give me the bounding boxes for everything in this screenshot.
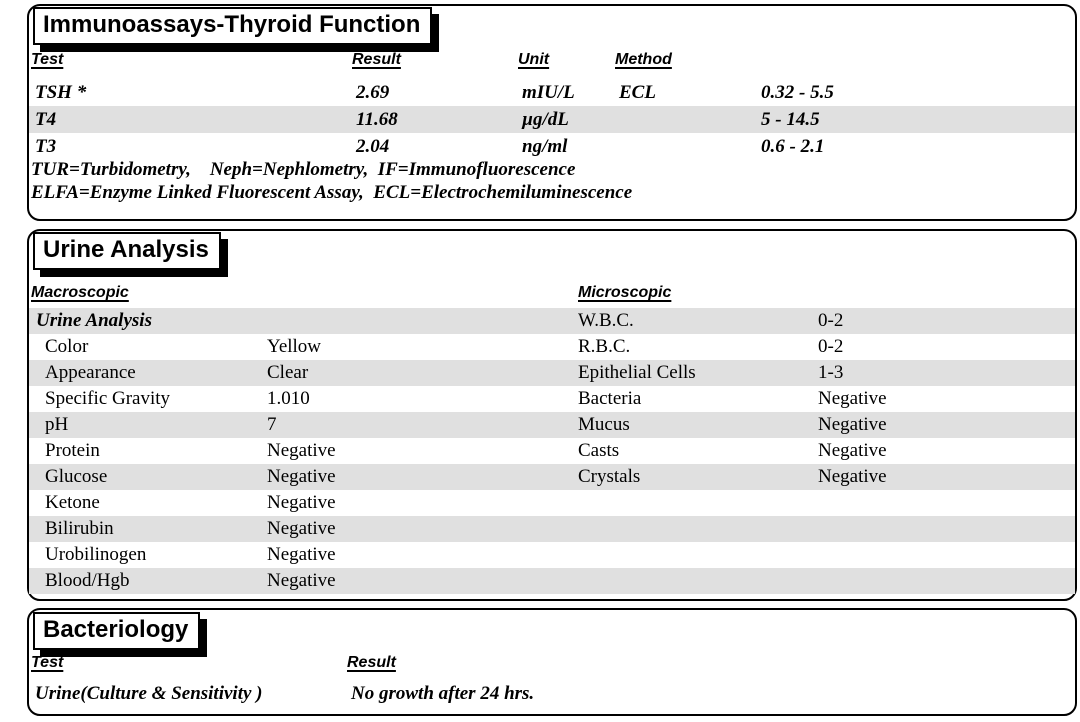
- thyroid-col-test: Test: [31, 51, 64, 68]
- macro-value-cell: Negative: [267, 466, 336, 487]
- table-row: [29, 106, 1075, 133]
- method-abbreviations-footnote: ELFA=Enzyme Linked Fluorescent Assay, ECL=Electrochemiluminescence: [31, 182, 633, 203]
- micro-value-cell: [818, 542, 1075, 568]
- micro-label-cell: Casts: [578, 440, 620, 461]
- bacteriology-panel: [27, 608, 1077, 716]
- micro-value-cell: [818, 490, 1075, 516]
- method-cell: [613, 133, 755, 160]
- macro-value-cell: [267, 308, 578, 334]
- result-cell: No growth after 24 hrs.: [351, 683, 535, 704]
- macro-label-cell: Appearance: [45, 362, 136, 383]
- bacteriology-col-result: Result: [347, 654, 396, 671]
- thyroid-table-body: [29, 79, 1075, 160]
- micro-value-cell: [818, 568, 1075, 594]
- thyroid-section-title: Immunoassays-Thyroid Function: [43, 11, 421, 38]
- macro-label-cell: Urine Analysis: [36, 310, 152, 331]
- micro-value-cell: Negative: [818, 414, 887, 435]
- micro-label-cell: [578, 490, 818, 516]
- micro-value-cell: Negative: [818, 466, 887, 487]
- urine-section-title-box: [33, 232, 221, 270]
- method-abbreviations-footnote: TUR=Turbidometry, Neph=Nephlometry, IF=Immunofluorescence: [31, 159, 576, 180]
- macro-value-cell: Negative: [267, 570, 336, 591]
- macro-value-cell: Negative: [267, 518, 336, 539]
- test-name-cell: TSH *: [35, 82, 87, 103]
- micro-label-cell: W.B.C.: [578, 310, 634, 331]
- thyroid-col-method: Method: [615, 51, 672, 68]
- micro-value-cell: 0-2: [818, 336, 844, 357]
- thyroid-col-range: [755, 51, 1075, 69]
- result-cell: 2.69: [356, 82, 390, 103]
- macro-label-cell: Glucose: [45, 466, 108, 487]
- micro-value-cell: [818, 516, 1075, 542]
- micro-label-cell: [578, 542, 818, 568]
- urine-analysis-panel: [27, 229, 1077, 601]
- result-cell: 2.04: [356, 136, 390, 157]
- table-row: [29, 79, 1075, 106]
- table-row: [29, 680, 1075, 707]
- macro-value-cell: Negative: [267, 544, 336, 565]
- macro-value-cell: Negative: [267, 492, 336, 513]
- bacteriology-table-header-row: [29, 654, 1075, 672]
- micro-label-cell: Mucus: [578, 414, 630, 435]
- test-name-cell: T4: [35, 109, 57, 130]
- urine-section-title: Urine Analysis: [43, 236, 209, 263]
- table-row: [29, 360, 1075, 386]
- macro-value-cell: Clear: [267, 362, 309, 383]
- thyroid-col-result: Result: [352, 51, 401, 68]
- method-cell: [613, 106, 755, 133]
- test-name-cell: T3: [35, 136, 57, 157]
- table-row: [29, 386, 1075, 412]
- micro-label-cell: [578, 516, 818, 542]
- thyroid-function-panel: [27, 4, 1077, 221]
- thyroid-col-unit: Unit: [518, 51, 550, 68]
- thyroid-table-header-row: [29, 51, 1075, 69]
- macro-label-cell: Blood/Hgb: [45, 570, 130, 591]
- macro-value-cell: 1.010: [267, 388, 310, 409]
- table-row: [29, 133, 1075, 160]
- bacteriology-section-title: Bacteriology: [43, 616, 189, 643]
- macro-label-cell: Protein: [45, 440, 100, 461]
- unit-cell: µg/dL: [522, 109, 569, 130]
- table-row: [29, 308, 1075, 334]
- range-cell: 5 - 14.5: [761, 109, 820, 130]
- table-row: [29, 490, 1075, 516]
- range-cell: 0.32 - 5.5: [761, 82, 834, 103]
- table-row: [29, 542, 1075, 568]
- result-cell: 11.68: [356, 109, 398, 130]
- unit-cell: ng/ml: [522, 136, 568, 157]
- macro-value-cell: Yellow: [267, 336, 322, 357]
- macro-label-cell: Color: [45, 336, 89, 357]
- table-row: [29, 516, 1075, 542]
- unit-cell: mIU/L: [522, 82, 575, 103]
- micro-label-cell: R.B.C.: [578, 336, 631, 357]
- micro-label-cell: [578, 568, 818, 594]
- table-row: [29, 464, 1075, 490]
- method-cell: ECL: [619, 82, 656, 103]
- table-row: [29, 334, 1075, 360]
- micro-value-cell: 1-3: [818, 362, 844, 383]
- macro-label-cell: Urobilinogen: [45, 544, 147, 565]
- thyroid-section-title-box: [33, 7, 432, 45]
- micro-label-cell: Epithelial Cells: [578, 362, 696, 383]
- macro-label-cell: Bilirubin: [45, 518, 114, 539]
- macro-label-cell: Ketone: [45, 492, 100, 513]
- micro-value-cell: 0-2: [818, 310, 844, 331]
- macroscopic-header: Macroscopic: [31, 284, 129, 301]
- bacteriology-section-title-box: [33, 612, 200, 650]
- macro-label-cell: pH: [45, 414, 69, 435]
- range-cell: 0.6 - 2.1: [761, 136, 825, 157]
- urine-table-body: [29, 308, 1075, 594]
- macro-label-cell: Specific Gravity: [45, 388, 171, 409]
- test-name-cell: Urine(Culture & Sensitivity ): [35, 683, 263, 704]
- micro-label-cell: Bacteria: [578, 388, 642, 409]
- table-row: [29, 568, 1075, 594]
- microscopic-header: Microscopic: [578, 284, 672, 301]
- micro-label-cell: Crystals: [578, 466, 641, 487]
- macro-value-cell: Negative: [267, 440, 336, 461]
- macro-value-cell: 7: [267, 414, 277, 435]
- bacteriology-col-test: Test: [31, 654, 64, 671]
- micro-value-cell: Negative: [818, 388, 887, 409]
- urine-subsection-headers: [29, 284, 1075, 306]
- micro-value-cell: Negative: [818, 440, 887, 461]
- table-row: [29, 412, 1075, 438]
- table-row: [29, 438, 1075, 464]
